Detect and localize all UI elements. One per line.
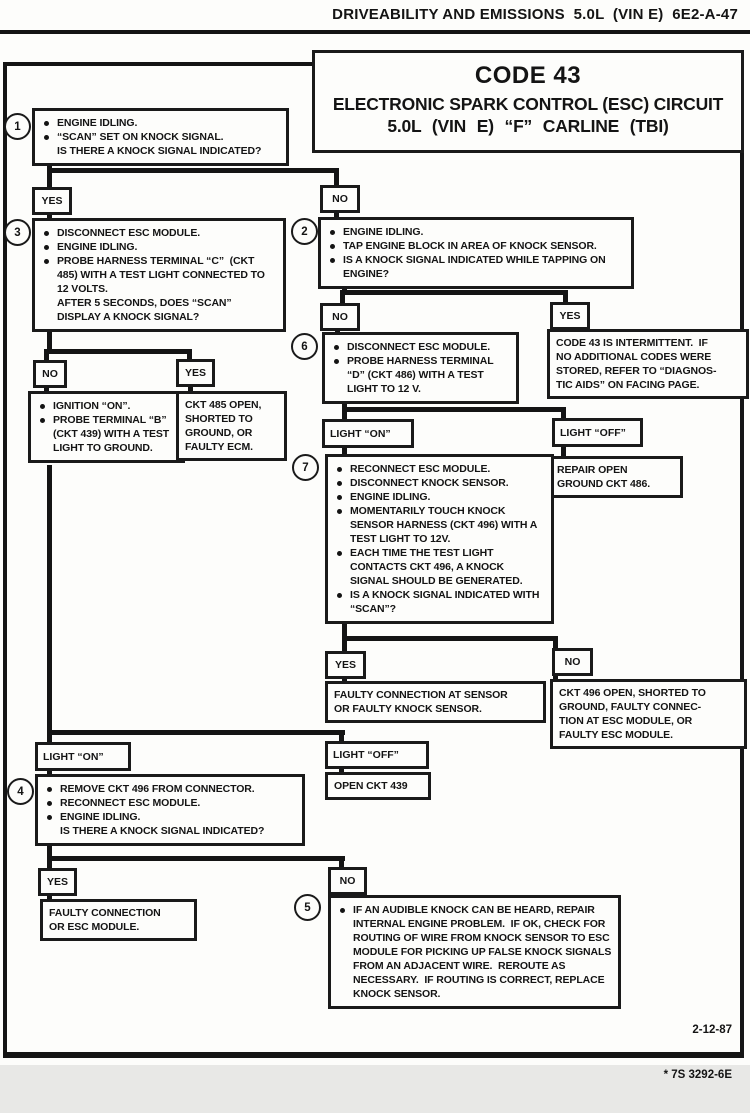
step7-number: 7 [292, 454, 319, 481]
step2-item: TAP ENGINE BLOCK IN AREA OF KNOCK SENSOR. [325, 239, 625, 253]
step6-box [322, 332, 519, 404]
step1-item: IS THERE A KNOCK SIGNAL INDICATED? [57, 145, 262, 157]
step5-item: IF AN AUDIBLE KNOCK CAN BE HEARD, REPAIR INTERNAL ENGINE PROBLEM. IF OK, CHECK FOR ROUTING OF WIRE FROM KNOCK SENSOR TO ESC MODULE FOR PICKING UP FALSE KNOCK SIGNALS FROM AN ADJACENT WIRE. REROUTE AS NECESSARY. IF ROUTING IS CORRECT, REPLACE KNOCK SENSOR. [335, 903, 612, 1001]
connector-line [47, 856, 345, 861]
step6-item: PROBE HARNESS TERMINAL “D” (CKT 486) WITH A TEST LIGHT TO 12 V. [329, 354, 510, 396]
intermittent-line: STORED, REFER TO “DIAGNOS- [556, 365, 717, 377]
step3-box [32, 218, 286, 332]
step7-item: ENGINE IDLING. [332, 490, 545, 504]
step7-item: IS A KNOCK SIGNAL INDICATED WITH “SCAN”? [332, 588, 545, 616]
step7-item: DISCONNECT KNOCK SENSOR. [332, 476, 545, 490]
connector-line [47, 465, 52, 735]
no-label: NO [320, 185, 360, 213]
step4-item: RECONNECT ESC MODULE. [42, 796, 296, 810]
connector-line [47, 730, 345, 735]
step4-item: ENGINE IDLING. [42, 810, 296, 824]
open-ckt439-line: OPEN CKT 439 [334, 780, 408, 792]
step3-number: 3 [4, 219, 31, 246]
yes-label: YES [176, 359, 215, 387]
connector-line [47, 168, 339, 173]
step1-number: 1 [4, 113, 31, 140]
step7-item: RECONNECT ESC MODULE. [332, 462, 545, 476]
faulty-esc-box [40, 899, 197, 941]
intermittent-box [547, 329, 749, 399]
title-line2: ELECTRONIC SPARK CONTROL (ESC) CIRCUIT [332, 94, 724, 114]
ckt496-line: FAULTY ESC MODULE. [559, 729, 673, 741]
no-label: NO [33, 360, 67, 388]
step6-number: 6 [291, 333, 318, 360]
step7-box [325, 454, 554, 624]
light-off-label: LIGHT “OFF” [552, 418, 643, 447]
step7-item: EACH TIME THE TEST LIGHT CONTACTS CKT 496, A KNOCK SIGNAL SHOULD BE GENERATED. [332, 546, 545, 588]
step5-box [328, 895, 621, 1009]
no-label: NO [552, 648, 593, 676]
ckt496-line: GROUND, FAULTY CONNEC- [559, 701, 702, 713]
light-on-label: LIGHT “ON” [35, 742, 131, 771]
connector-line [342, 407, 566, 412]
yes-label: YES [32, 187, 72, 215]
step4-number: 4 [7, 778, 34, 805]
title-line3: 5.0L (VIN E) “F” CARLINE (TBI) [387, 116, 669, 136]
step7-item: MOMENTARILY TOUCH KNOCK SENSOR HARNESS (CKT 496) WITH A TEST LIGHT TO 12V. [332, 504, 545, 546]
no-label: NO [328, 867, 367, 895]
step1-item: “SCAN” SET ON KNOCK SIGNAL. [39, 130, 280, 144]
footer [470, 993, 732, 1113]
intermittent-line: CODE 43 IS INTERMITTENT. IF [556, 337, 708, 349]
ckt485-line: FAULTY ECM. [185, 441, 253, 453]
faulty-sensor-line: FAULTY CONNECTION AT SENSOR [334, 689, 508, 701]
yes-label: YES [325, 651, 366, 679]
yes-label: YES [550, 302, 590, 330]
ckt485-line: GROUND, OR [185, 427, 253, 439]
connector-line [47, 349, 192, 354]
step5-number: 5 [294, 894, 321, 921]
intermittent-line: TIC AIDS” ON FACING PAGE. [556, 379, 700, 391]
faulty-esc-line: OR ESC MODULE. [49, 921, 140, 933]
ckt496-line: CKT 496 OPEN, SHORTED TO [559, 687, 706, 699]
ckt496-open-box [550, 679, 747, 749]
faulty-sensor-box [325, 681, 546, 723]
footer-doc-ref: * 7S 3292-6E [663, 1069, 732, 1081]
ignition-item: PROBE TERMINAL “B” (CKT 439) WITH A TEST LIGHT TO GROUND. [35, 413, 176, 455]
page-header: DRIVEABILITY AND EMISSIONS 5.0L (VIN E) 6E2-A-47 [332, 6, 738, 23]
step4-item: IS THERE A KNOCK SIGNAL INDICATED? [60, 825, 265, 837]
faulty-sensor-line: OR FAULTY KNOCK SENSOR. [334, 703, 482, 715]
intermittent-line: NO ADDITIONAL CODES WERE [556, 351, 712, 363]
step1-box [32, 108, 289, 166]
step3-item: ENGINE IDLING. [39, 240, 277, 254]
connector-line [342, 636, 558, 641]
ckt485-open-box [176, 391, 287, 461]
step3-item: DISCONNECT ESC MODULE. [39, 226, 277, 240]
repair-line: GROUND CKT 486. [557, 478, 651, 490]
faulty-esc-line: FAULTY CONNECTION [49, 907, 161, 919]
footer-date: 2-12-87 [692, 1024, 732, 1036]
yes-label: YES [38, 868, 77, 896]
light-off-label: LIGHT “OFF” [325, 741, 429, 769]
no-label: NO [320, 303, 360, 331]
title-code: CODE 43 [474, 62, 582, 89]
step4-box [35, 774, 305, 846]
ckt485-line: SHORTED TO [185, 413, 253, 425]
ignition-probe-box [28, 391, 185, 463]
repair-ground-486-box [548, 456, 683, 498]
step2-item: IS A KNOCK SIGNAL INDICATED WHILE TAPPING ON ENGINE? [325, 253, 625, 281]
step6-item: DISCONNECT ESC MODULE. [329, 340, 510, 354]
ckt485-line: CKT 485 OPEN, [185, 399, 262, 411]
ignition-item: IGNITION “ON”. [35, 399, 176, 413]
open-ckt439-box [325, 772, 431, 800]
step2-item: ENGINE IDLING. [325, 225, 625, 239]
step3-item: AFTER 5 SECONDS, DOES “SCAN” DISPLAY A KNOCK SIGNAL? [57, 297, 235, 323]
header-rule [0, 30, 750, 34]
light-on-label: LIGHT “ON” [322, 419, 414, 448]
step1-item: ENGINE IDLING. [39, 116, 280, 130]
repair-line: REPAIR OPEN [557, 464, 628, 476]
title-box [312, 50, 744, 153]
step2-number: 2 [291, 218, 318, 245]
step4-item: REMOVE CKT 496 FROM CONNECTOR. [42, 782, 296, 796]
step3-item: PROBE HARNESS TERMINAL “C” (CKT 485) WITH A TEST LIGHT CONNECTED TO 12 VOLTS. [39, 254, 277, 296]
ckt496-line: TION AT ESC MODULE, OR [559, 715, 693, 727]
connector-line [342, 290, 568, 295]
step2-box [318, 217, 634, 289]
